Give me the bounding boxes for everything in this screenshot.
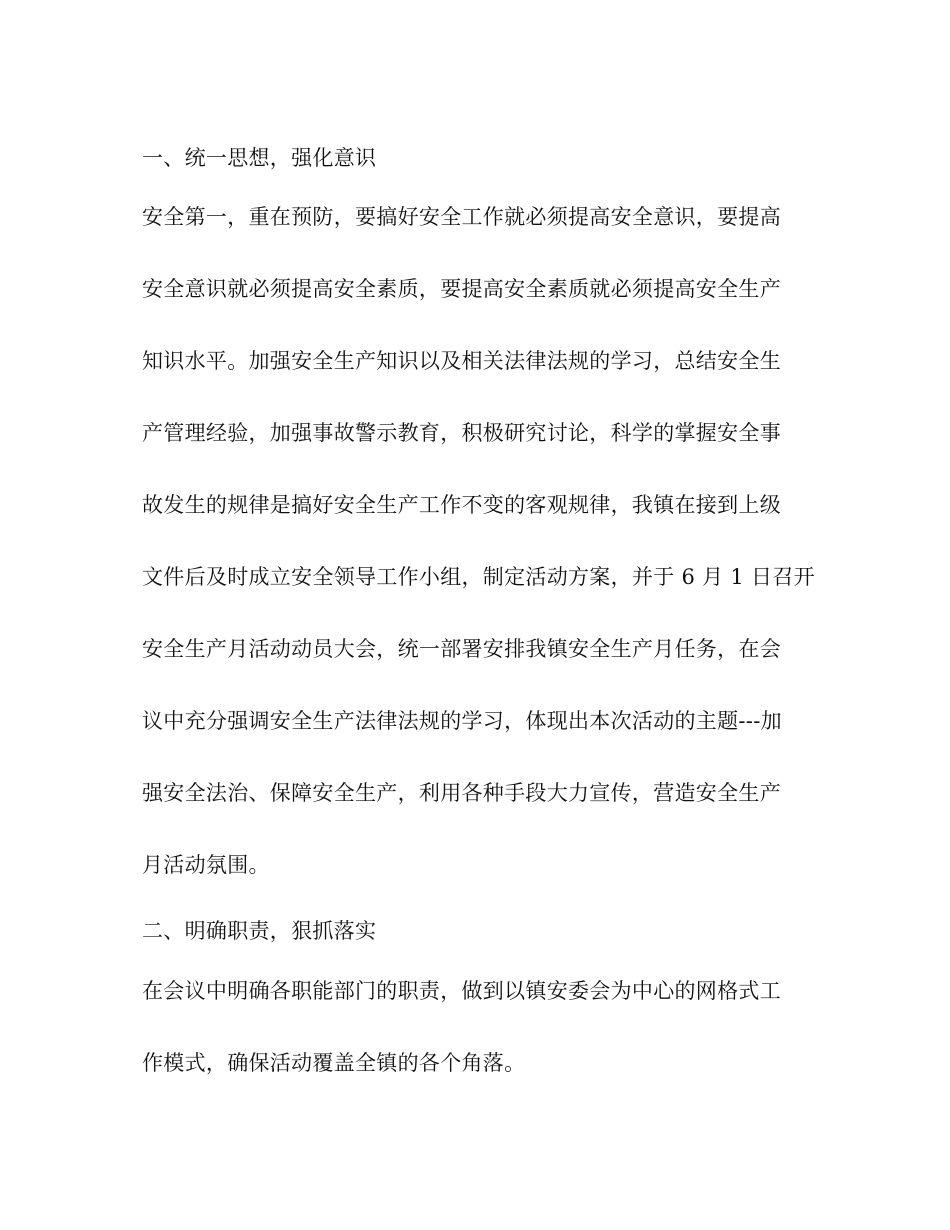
paragraph-line: 安全生产月活动动员大会，统一部署安排我镇安全生产月任务，在会 xyxy=(142,637,781,661)
paragraph-line: 安全第一，重在预防，要搞好安全工作就必须提高安全意识，要提高 xyxy=(142,205,781,229)
paragraph-line: 文件后及时成立安全领导工作小组，制定活动方案，并于 6 月 1 日召开 xyxy=(142,565,815,589)
section-heading-2: 二、明确职责，狠抓落实 xyxy=(142,919,377,943)
paragraph-line: 月活动氛围。 xyxy=(142,853,270,877)
paragraph-line: 议中充分强调安全生产法律法规的学习，体现出本次活动的主题---加 xyxy=(142,709,782,733)
paragraph-line: 在会议中明确各职能部门的职责，做到以镇安委会为中心的网格式工 xyxy=(142,979,781,1003)
paragraph-line: 知识水平。加强安全生产知识以及相关法律法规的学习，总结安全生 xyxy=(142,349,781,373)
section-heading-1: 一、统一思想，强化意识 xyxy=(142,146,377,170)
paragraph-line: 产管理经验，加强事故警示教育，积极研究讨论，科学的掌握安全事 xyxy=(142,421,781,445)
paragraph-line: 故发生的规律是搞好安全生产工作不变的客观规律，我镇在接到上级 xyxy=(142,493,781,517)
paragraph-line: 安全意识就必须提高安全素质，要提高安全素质就必须提高安全生产 xyxy=(142,277,781,301)
paragraph-line: 作模式，确保活动覆盖全镇的各个角落。 xyxy=(142,1051,526,1075)
paragraph-line: 强安全法治、保障安全生产，利用各种手段大力宣传，营造安全生产 xyxy=(142,781,781,805)
